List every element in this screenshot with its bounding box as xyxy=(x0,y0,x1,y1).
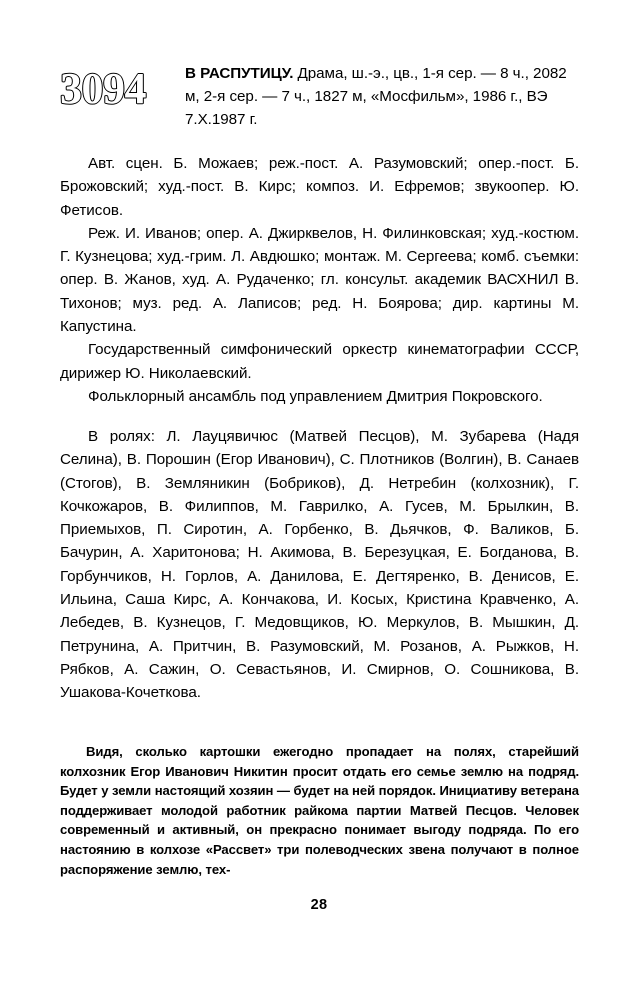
credits-section xyxy=(60,152,579,408)
cast-section xyxy=(60,425,579,705)
entry-title-block xyxy=(185,62,583,132)
entry-number: 3094 xyxy=(60,64,146,113)
entry-header xyxy=(60,62,580,144)
film-title: В РАСПУТИЦУ. xyxy=(185,65,294,82)
page-number: 28 xyxy=(310,897,328,913)
synopsis-paragraph: Видя, сколько картошки ежегодно пропадает на полях, старейший колхозник Егор Иванович Никитин просит отдать его семье землю на подряд. Будет у земли настоящий хозяин — будет на ней порядок. Инициативу ветерана поддерживает молодой работник райкома партии Матвей Песцов. Человек современный и активный, он прекрасно понимает выгоду подряда. По его настоянию в колхозе «Рассвет» три полеводческих звена получают в полное распоряжение землю, тех- xyxy=(60,744,579,877)
credits-paragraph-4: Фольклорный ансамбль под управлением Дмитрия Покровского. xyxy=(88,387,543,405)
credits-paragraph-2: Реж. И. Иванов; опер. А. Джирквелов, Н. Филинковская; худ.-костюм. Г. Кузнецова; худ.-грим. Л. Авдюшко; монтаж. М. Сергеева; комб. съемки: опер. В. Жанов, худ. А. Рудаченко; гл. консульт. академик ВАСХНИЛ В. Тихонов; муз. ред. А. Лаписов; ред. Н. Боярова; дир. картины М. Капустина. xyxy=(60,224,579,336)
synopsis-section xyxy=(60,742,579,879)
cast-paragraph: В ролях: Л. Лауцявичюс (Матвей Песцов), М. Зубарева (Надя Селина), В. Порошин (Егор Иванович), С. Плотников (Волгин), В. Санаев (Стогов), В. Земляникин (Бобриков), Д. Нетребин (колхозник), Г. Кочкожаров, В. Филиппов, М. Гаврилко, А. Гусев, М. Брылкин, В. Приемыхов, П. Сиротин, А. Горбенко, В. Дьячков, Ф. Валиков, Б. Бачурин, А. Харитонова; Н. Акимова, В. Березуцкая, Е. Богданова, В. Горбунчиков, Н. Горлов, А. Данилова, Е. Дегтяренко, В. Денисов, Е. Ильина, Саша Кирс, А. Кончакова, И. Косых, Кристина Кравченко, А. Лебедев, В. Кузнецов, Г. Медовщиков, Ю. Меркулов, В. Мышкин, Д. Петрунина, А. Притчин, В. Разумовский, М. Розанов, А. Рыжков, Н. Рябков, А. Сажин, О. Севастьянов, И. Смирнов, О. Сошникова, В. Ушакова-Кочеткова. xyxy=(60,428,579,702)
credits-paragraph-1: Авт. сцен. Б. Можаев; реж.-пост. А. Разумовский; опер.-пост. Б. Брожовский; худ.-пост. В. Кирс; композ. И. Ефремов; звукоопер. Ю. Фетисов. xyxy=(60,155,579,219)
credits-paragraph-3: Государственный симфонический оркестр кинематографии СССР, дирижер Ю. Николаевский. xyxy=(60,341,579,382)
film-metadata: Драма, ш.-э., цв., 1-я сер. — 8 ч., 2082 м, 2-я сер. — 7 ч., 1827 м, «Мосфильм», 1986 г., ВЭ 7.X.1987 г. xyxy=(185,65,567,129)
